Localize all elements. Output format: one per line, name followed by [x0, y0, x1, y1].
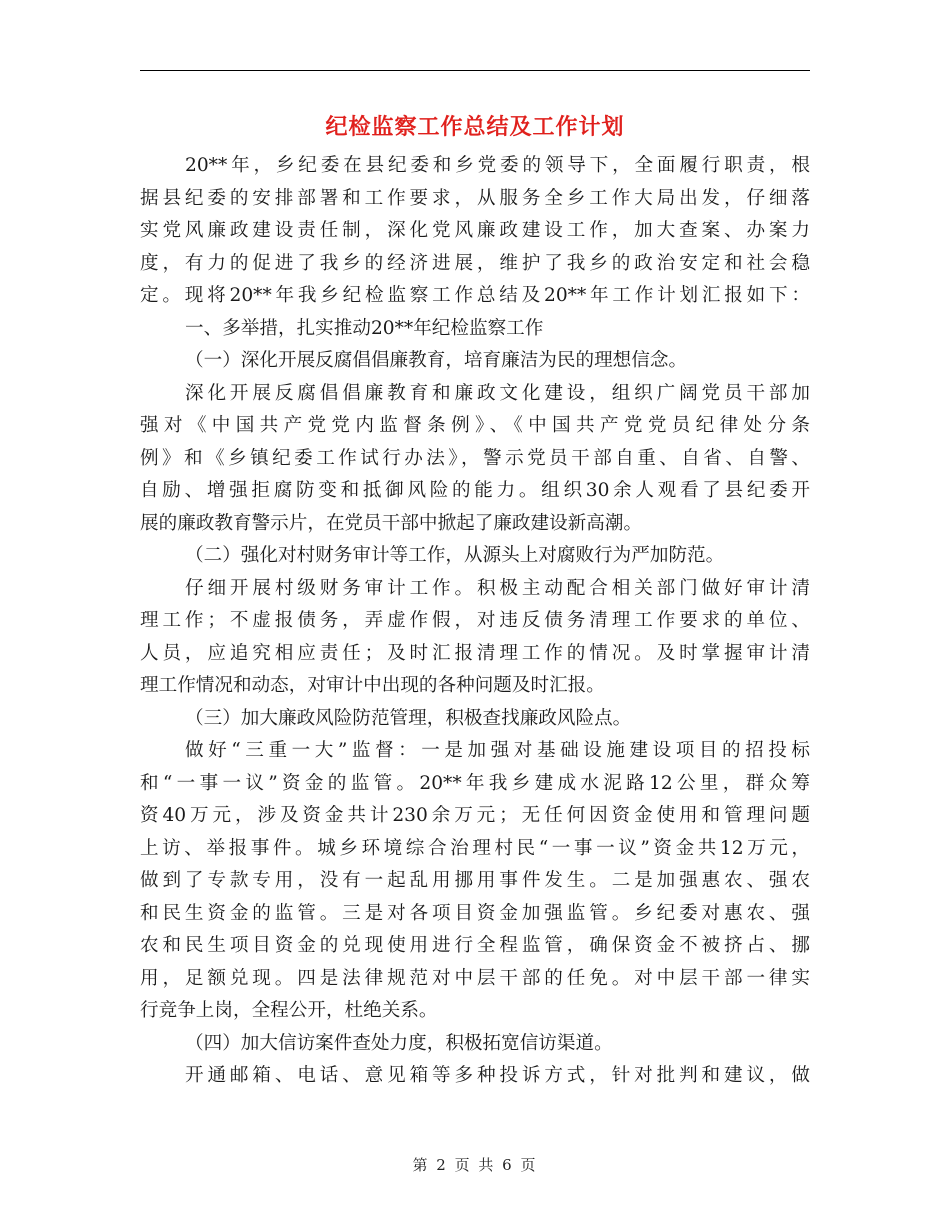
body-line: 深化开展反腐倡倡廉教育和廉政文化建设，组织广阔党员干部加 — [185, 382, 810, 404]
body-line: 开通邮箱、电话、意见箱等多种投诉方式，针对批判和建议，做 — [185, 1065, 810, 1086]
body-line: 用，足额兑现。四是法律规范对中层干部的任免。对中层干部一律实 — [140, 967, 810, 989]
body-line: 资40万元，涉及资金共计230余万元；无任何因资金使用和管理问题 — [140, 805, 810, 826]
body-line: 和民生资金的监管。三是对各项目资金加强监管。乡纪委对惠农、强 — [140, 902, 810, 924]
body-line: 定。现将20**年我乡纪检监察工作总结及20**年工作计划汇报如下： — [140, 285, 810, 306]
section-heading: 一、多举措，扎实推动20**年纪检监察工作 — [185, 317, 544, 339]
subsection-heading: （一）深化开展反腐倡倡廉教育，培育廉洁为民的理想信念。 — [185, 350, 688, 371]
body-line: 理工作情况和动态，对审计中出现的各种问题及时汇报。 — [140, 675, 605, 696]
body-line: 和“一事一议”资金的监管。20**年我乡建成水泥路12公里，群众筹 — [140, 772, 810, 794]
subsection-heading: （三）加大廉政风险防范管理，积极查找廉政风险点。 — [185, 707, 632, 729]
body-line: 展的廉政教育警示片，在党员干部中掀起了廉政建设新高潮。 — [140, 512, 643, 534]
body-line: 行竞争上岗，全程公开，杜绝关系。 — [140, 1000, 438, 1021]
body-line: 例》和《乡镇纪委工作试行办法》，警示党员干部自重、自省、自警、 — [140, 447, 810, 469]
body-line: 农和民生项目资金的兑现使用进行全程监管，确保资金不被挤占、挪 — [140, 935, 810, 956]
body-line: 据县纪委的安排部署和工作要求，从服务全乡工作大局出发，仔细落 — [140, 187, 810, 209]
subsection-heading: （四）加大信访案件查处力度，积极拓宽信访渠道。 — [185, 1032, 613, 1054]
body-line: 度，有力的促进了我乡的经济进展，维护了我乡的政治安定和社会稳 — [140, 252, 810, 274]
body-line: 实党风廉政建设责任制，深化党风廉政建设工作，加大查案、办案力 — [140, 220, 810, 241]
body-line: 做到了专款专用，没有一起乱用挪用事件发生。二是加强惠农、强农 — [140, 870, 810, 891]
body-line: 做好“三重一大”监督：一是加强对基础设施建设项目的招投标 — [185, 740, 810, 761]
subsection-heading: （二）强化对村财务审计等工作，从源头上对腐败行为严加防范。 — [185, 545, 725, 566]
body-line: 自励、增强拒腐防变和抵御风险的能力。组织30余人观看了县纪委开 — [140, 480, 810, 501]
body-line: 20**年，乡纪委在县纪委和乡党委的领导下，全面履行职责，根 — [185, 155, 810, 176]
page-number: 第 2 页 共 6 页 — [412, 1156, 538, 1174]
body-line: 仔细开展村级财务审计工作。积极主动配合相关部门做好审计清 — [185, 577, 810, 599]
header-rule — [140, 70, 810, 71]
document-title: 纪检监察工作总结及工作计划 — [325, 114, 625, 140]
body-line: 人员，应追究相应责任；及时汇报清理工作的情况。及时掌握审计清 — [140, 642, 810, 664]
document-body — [140, 150, 810, 1093]
body-line: 理工作；不虚报债务，弄虚作假，对违反债务清理工作要求的单位、 — [140, 610, 810, 631]
body-line: 强对《中国共产党党内监督条例》、《中国共产党党员纪律处分条 — [140, 415, 810, 436]
body-line: 上访、举报事件。城乡环境综合治理村民“一事一议”资金共12万元， — [140, 837, 810, 859]
